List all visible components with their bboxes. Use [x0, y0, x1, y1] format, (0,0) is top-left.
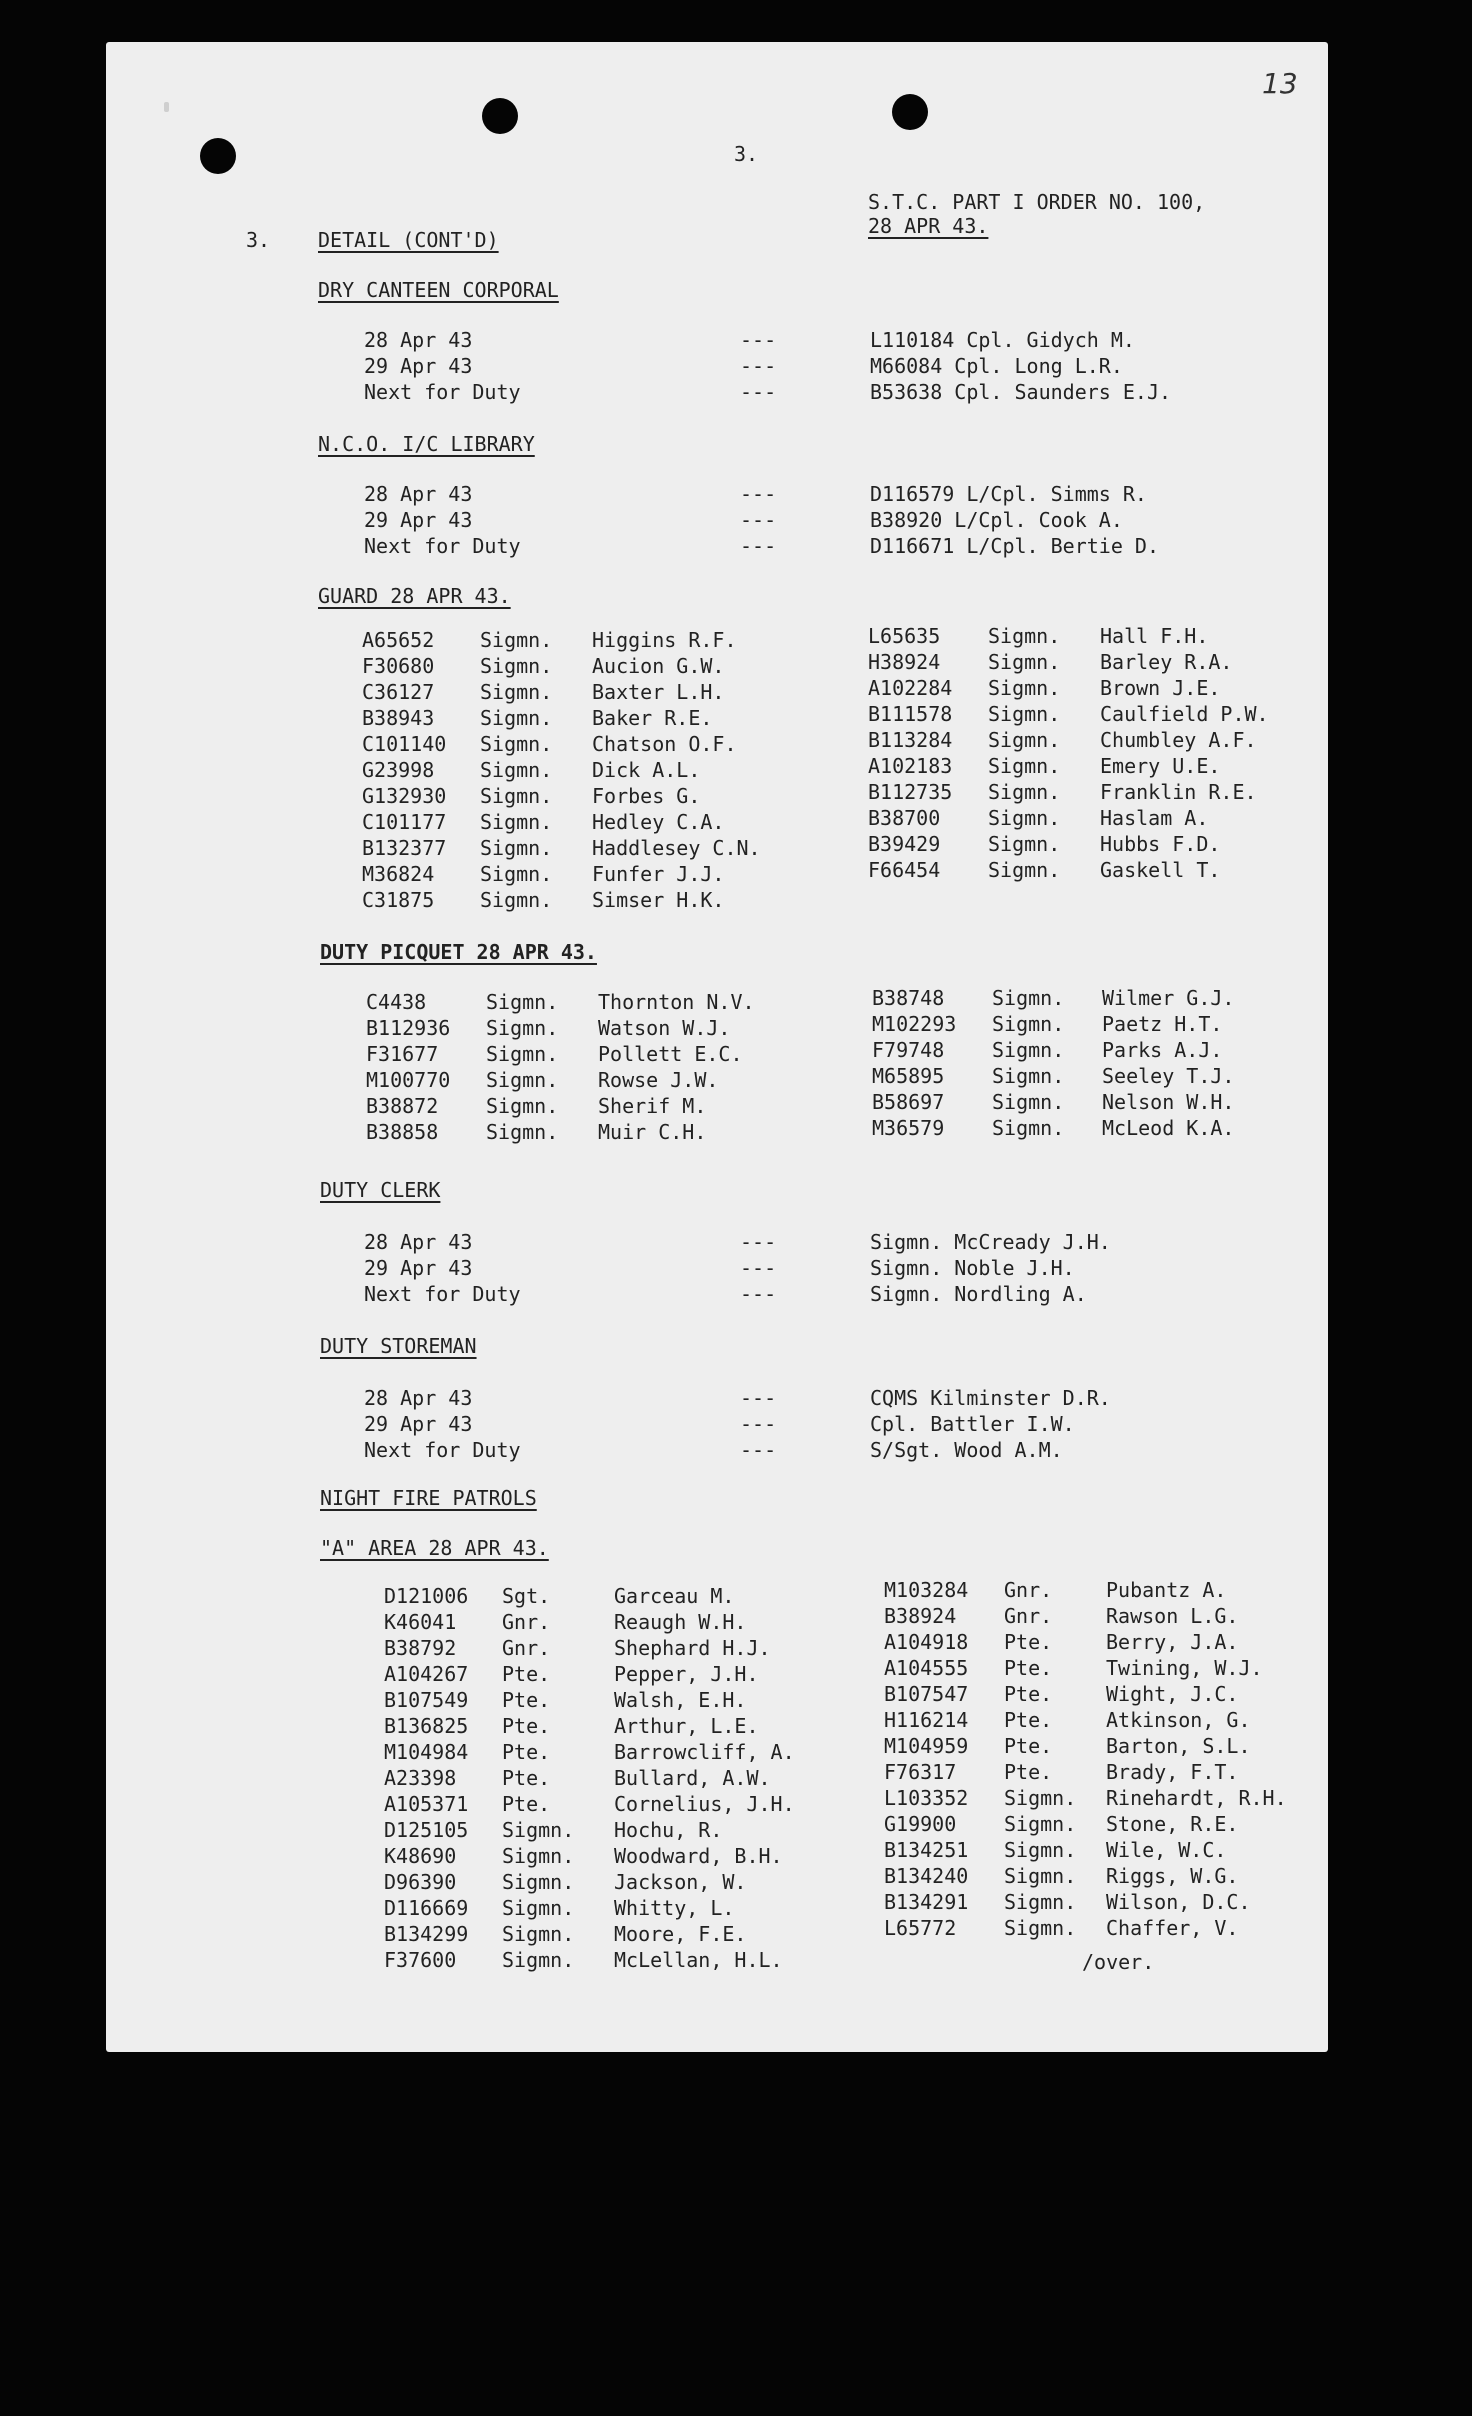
- member-name: Higgins R.F.: [592, 628, 737, 652]
- duty-assignee: Sigmn. McCready J.H.: [870, 1230, 1111, 1254]
- member-name: Haslam A.: [1100, 806, 1209, 830]
- member-name: Garceau M.: [614, 1584, 735, 1608]
- page-number: 3.: [734, 142, 759, 166]
- duty-date: 29 Apr 43: [364, 354, 473, 378]
- storeman-title: DUTY STOREMAN: [320, 1334, 477, 1358]
- member-name: Jackson, W.: [614, 1870, 747, 1894]
- service-number: A105371: [384, 1792, 469, 1816]
- service-number: B132377: [362, 836, 447, 860]
- clerk-title: DUTY CLERK: [320, 1178, 441, 1202]
- service-number: B38858: [366, 1120, 439, 1144]
- rank: Sigmn.: [502, 1948, 575, 1972]
- member-name: Gaskell T.: [1100, 858, 1221, 882]
- rank: Sigmn.: [1004, 1838, 1077, 1862]
- speck-mark: [164, 102, 169, 112]
- duty-dash: ---: [740, 482, 777, 506]
- member-name: McLeod K.A.: [1102, 1116, 1235, 1140]
- order-title: S.T.C. PART I ORDER NO. 100,: [868, 190, 1206, 214]
- service-number: G23998: [362, 758, 435, 782]
- duty-dash: ---: [740, 354, 777, 378]
- section-title: DETAIL (CONT'D): [318, 228, 499, 252]
- member-name: Thornton N.V.: [598, 990, 755, 1014]
- duty-assignee: B38920 L/Cpl. Cook A.: [870, 508, 1123, 532]
- rank: Sgt.: [502, 1584, 551, 1608]
- member-name: Caulfield P.W.: [1100, 702, 1269, 726]
- rank: Sigmn.: [1004, 1890, 1077, 1914]
- member-name: Hochu, R.: [614, 1818, 723, 1842]
- duty-date: 28 Apr 43: [364, 1386, 473, 1410]
- member-name: Wight, J.C.: [1106, 1682, 1239, 1706]
- service-number: H116214: [884, 1708, 969, 1732]
- library-title: N.C.O. I/C LIBRARY: [318, 432, 535, 456]
- service-number: M36824: [362, 862, 435, 886]
- rank: Sigmn.: [480, 888, 553, 912]
- punch-hole-icon: [482, 98, 518, 134]
- duty-assignee: M66084 Cpl. Long L.R.: [870, 354, 1123, 378]
- service-number: B134251: [884, 1838, 969, 1862]
- service-number: M104959: [884, 1734, 969, 1758]
- service-number: D96390: [384, 1870, 457, 1894]
- rank: Sigmn.: [988, 676, 1061, 700]
- member-name: Paetz H.T.: [1102, 1012, 1223, 1036]
- member-name: Pepper, J.H.: [614, 1662, 759, 1686]
- service-number: B112936: [366, 1016, 451, 1040]
- service-number: B134291: [884, 1890, 969, 1914]
- rank: Sigmn.: [988, 624, 1061, 648]
- rank: Sigmn.: [502, 1844, 575, 1868]
- duty-date: 28 Apr 43: [364, 1230, 473, 1254]
- member-name: Dick A.L.: [592, 758, 701, 782]
- service-number: B38872: [366, 1094, 439, 1118]
- service-number: A65652: [362, 628, 435, 652]
- rank: Sigmn.: [992, 1012, 1065, 1036]
- service-number: B134240: [884, 1864, 969, 1888]
- rank: Sigmn.: [988, 806, 1061, 830]
- member-name: Baker R.E.: [592, 706, 713, 730]
- service-number: K48690: [384, 1844, 457, 1868]
- duty-date: 29 Apr 43: [364, 1256, 473, 1280]
- duty-date: 28 Apr 43: [364, 482, 473, 506]
- service-number: F31677: [366, 1042, 439, 1066]
- member-name: Bullard, A.W.: [614, 1766, 771, 1790]
- member-name: Wile, W.C.: [1106, 1838, 1227, 1862]
- rank: Sigmn.: [486, 1094, 559, 1118]
- rank: Pte.: [502, 1766, 551, 1790]
- punch-hole-icon: [200, 138, 236, 174]
- rank: Sigmn.: [988, 650, 1061, 674]
- service-number: F30680: [362, 654, 435, 678]
- service-number: A104267: [384, 1662, 469, 1686]
- service-number: M36579: [872, 1116, 945, 1140]
- rank: Sigmn.: [988, 832, 1061, 856]
- duty-assignee: D116579 L/Cpl. Simms R.: [870, 482, 1147, 506]
- service-number: M102293: [872, 1012, 957, 1036]
- member-name: Rawson L.G.: [1106, 1604, 1239, 1628]
- rank: Pte.: [502, 1740, 551, 1764]
- rank: Sigmn.: [502, 1818, 575, 1842]
- rank: Pte.: [1004, 1630, 1053, 1654]
- duty-date: 29 Apr 43: [364, 1412, 473, 1436]
- duty-date: Next for Duty: [364, 1438, 521, 1462]
- member-name: Shephard H.J.: [614, 1636, 771, 1660]
- rank: Sigmn.: [992, 986, 1065, 1010]
- service-number: B38748: [872, 986, 945, 1010]
- order-date: 28 APR 43.: [868, 214, 989, 238]
- member-name: Hall F.H.: [1100, 624, 1209, 648]
- rank: Sigmn.: [480, 628, 553, 652]
- rank: Sigmn.: [992, 1064, 1065, 1088]
- rank: Sigmn.: [480, 836, 553, 860]
- service-number: B38792: [384, 1636, 457, 1660]
- duty-dash: ---: [740, 1438, 777, 1462]
- member-name: Funfer J.J.: [592, 862, 725, 886]
- member-name: Walsh, E.H.: [614, 1688, 747, 1712]
- member-name: Stone, R.E.: [1106, 1812, 1239, 1836]
- member-name: Watson W.J.: [598, 1016, 731, 1040]
- service-number: C101140: [362, 732, 447, 756]
- rank: Sigmn.: [480, 732, 553, 756]
- rank: Gnr.: [1004, 1604, 1053, 1628]
- member-name: Woodward, B.H.: [614, 1844, 783, 1868]
- rank: Sigmn.: [486, 990, 559, 1014]
- service-number: B134299: [384, 1922, 469, 1946]
- service-number: M104984: [384, 1740, 469, 1764]
- rank: Sigmn.: [1004, 1786, 1077, 1810]
- member-name: Chatson O.F.: [592, 732, 737, 756]
- rank: Pte.: [1004, 1656, 1053, 1680]
- member-name: Emery U.E.: [1100, 754, 1221, 778]
- member-name: Wilson, D.C.: [1106, 1890, 1251, 1914]
- member-name: Whitty, L.: [614, 1896, 735, 1920]
- member-name: Franklin R.E.: [1100, 780, 1257, 804]
- duty-date: 28 Apr 43: [364, 328, 473, 352]
- area-a-title: "A" AREA 28 APR 43.: [320, 1536, 549, 1560]
- service-number: D121006: [384, 1584, 469, 1608]
- service-number: C31875: [362, 888, 435, 912]
- service-number: L65772: [884, 1916, 957, 1940]
- rank: Sigmn.: [486, 1016, 559, 1040]
- duty-assignee: CQMS Kilminster D.R.: [870, 1386, 1111, 1410]
- document-page: [106, 42, 1328, 2052]
- duty-assignee: Sigmn. Nordling A.: [870, 1282, 1087, 1306]
- service-number: C4438: [366, 990, 427, 1014]
- continued-note: /over.: [1082, 1950, 1155, 1974]
- service-number: C36127: [362, 680, 435, 704]
- member-name: Rowse J.W.: [598, 1068, 719, 1092]
- service-number: B112735: [868, 780, 953, 804]
- rank: Pte.: [502, 1714, 551, 1738]
- member-name: Arthur, L.E.: [614, 1714, 759, 1738]
- section-number: 3.: [246, 228, 271, 252]
- member-name: Twining, W.J.: [1106, 1656, 1263, 1680]
- rank: Sigmn.: [992, 1038, 1065, 1062]
- duty-assignee: B53638 Cpl. Saunders E.J.: [870, 380, 1172, 404]
- rank: Gnr.: [502, 1636, 551, 1660]
- rank: Sigmn.: [480, 680, 553, 704]
- duty-dash: ---: [740, 1412, 777, 1436]
- rank: Pte.: [1004, 1708, 1053, 1732]
- member-name: Barrowcliff, A.: [614, 1740, 795, 1764]
- rank: Sigmn.: [992, 1116, 1065, 1140]
- member-name: Baxter L.H.: [592, 680, 725, 704]
- duty-dash: ---: [740, 1282, 777, 1306]
- service-number: F66454: [868, 858, 941, 882]
- rank: Sigmn.: [502, 1922, 575, 1946]
- service-number: F79748: [872, 1038, 945, 1062]
- member-name: Wilmer G.J.: [1102, 986, 1235, 1010]
- rank: Sigmn.: [480, 706, 553, 730]
- member-name: Riggs, W.G.: [1106, 1864, 1239, 1888]
- rank: Pte.: [502, 1688, 551, 1712]
- duty-dash: ---: [740, 534, 777, 558]
- punch-hole-icon: [892, 94, 928, 130]
- rank: Pte.: [1004, 1734, 1053, 1758]
- service-number: A23398: [384, 1766, 457, 1790]
- service-number: L65635: [868, 624, 941, 648]
- duty-assignee: Sigmn. Noble J.H.: [870, 1256, 1075, 1280]
- service-number: H38924: [868, 650, 941, 674]
- dry-canteen-title: DRY CANTEEN CORPORAL: [318, 278, 559, 302]
- service-number: B107547: [884, 1682, 969, 1706]
- rank: Pte.: [502, 1662, 551, 1686]
- service-number: A102284: [868, 676, 953, 700]
- member-name: Barley R.A.: [1100, 650, 1233, 674]
- duty-dash: ---: [740, 508, 777, 532]
- duty-date: Next for Duty: [364, 534, 521, 558]
- duty-assignee: S/Sgt. Wood A.M.: [870, 1438, 1063, 1462]
- member-name: Simser H.K.: [592, 888, 725, 912]
- handwritten-page-mark: 13: [1262, 67, 1298, 100]
- rank: Pte.: [1004, 1760, 1053, 1784]
- service-number: B38700: [868, 806, 941, 830]
- member-name: Haddlesey C.N.: [592, 836, 761, 860]
- rank: Sigmn.: [992, 1090, 1065, 1114]
- member-name: Parks A.J.: [1102, 1038, 1223, 1062]
- duty-dash: ---: [740, 1256, 777, 1280]
- rank: Sigmn.: [1004, 1812, 1077, 1836]
- service-number: A104555: [884, 1656, 969, 1680]
- service-number: F76317: [884, 1760, 957, 1784]
- member-name: Sherif M.: [598, 1094, 707, 1118]
- member-name: Forbes G.: [592, 784, 701, 808]
- rank: Gnr.: [502, 1610, 551, 1634]
- rank: Sigmn.: [502, 1870, 575, 1894]
- member-name: Hubbs F.D.: [1100, 832, 1221, 856]
- duty-dash: ---: [740, 1386, 777, 1410]
- rank: Sigmn.: [988, 780, 1061, 804]
- duty-date: Next for Duty: [364, 380, 521, 404]
- member-name: Rinehardt, R.H.: [1106, 1786, 1287, 1810]
- member-name: Pollett E.C.: [598, 1042, 743, 1066]
- guard-title: GUARD 28 APR 43.: [318, 584, 511, 608]
- rank: Pte.: [502, 1792, 551, 1816]
- member-name: Muir C.H.: [598, 1120, 707, 1144]
- member-name: Atkinson, G.: [1106, 1708, 1251, 1732]
- member-name: Barton, S.L.: [1106, 1734, 1251, 1758]
- duty-dash: ---: [740, 328, 777, 352]
- service-number: L103352: [884, 1786, 969, 1810]
- service-number: B107549: [384, 1688, 469, 1712]
- service-number: G19900: [884, 1812, 957, 1836]
- member-name: Hedley C.A.: [592, 810, 725, 834]
- service-number: B38924: [884, 1604, 957, 1628]
- rank: Sigmn.: [480, 784, 553, 808]
- rank: Pte.: [1004, 1682, 1053, 1706]
- service-number: A102183: [868, 754, 953, 778]
- service-number: M100770: [366, 1068, 451, 1092]
- service-number: B39429: [868, 832, 941, 856]
- service-number: B113284: [868, 728, 953, 752]
- member-name: McLellan, H.L.: [614, 1948, 783, 1972]
- rank: Sigmn.: [988, 754, 1061, 778]
- service-number: M65895: [872, 1064, 945, 1088]
- duty-assignee: L110184 Cpl. Gidych M.: [870, 328, 1135, 352]
- member-name: Berry, J.A.: [1106, 1630, 1239, 1654]
- rank: Sigmn.: [988, 702, 1061, 726]
- rank: Sigmn.: [1004, 1864, 1077, 1888]
- member-name: Chaffer, V.: [1106, 1916, 1239, 1940]
- rank: Sigmn.: [988, 858, 1061, 882]
- member-name: Aucion G.W.: [592, 654, 725, 678]
- service-number: B58697: [872, 1090, 945, 1114]
- rank: Sigmn.: [486, 1068, 559, 1092]
- duty-assignee: D116671 L/Cpl. Bertie D.: [870, 534, 1159, 558]
- rank: Sigmn.: [1004, 1916, 1077, 1940]
- duty-date: 29 Apr 43: [364, 508, 473, 532]
- fire-patrols-title: NIGHT FIRE PATROLS: [320, 1486, 537, 1510]
- rank: Sigmn.: [988, 728, 1061, 752]
- member-name: Brown J.E.: [1100, 676, 1221, 700]
- service-number: D116669: [384, 1896, 469, 1920]
- service-number: K46041: [384, 1610, 457, 1634]
- rank: Sigmn.: [502, 1896, 575, 1920]
- duty-date: Next for Duty: [364, 1282, 521, 1306]
- rank: Sigmn.: [480, 862, 553, 886]
- rank: Gnr.: [1004, 1578, 1053, 1602]
- service-number: G132930: [362, 784, 447, 808]
- service-number: M103284: [884, 1578, 969, 1602]
- duty-assignee: Cpl. Battler I.W.: [870, 1412, 1075, 1436]
- member-name: Brady, F.T.: [1106, 1760, 1239, 1784]
- rank: Sigmn.: [486, 1042, 559, 1066]
- service-number: B111578: [868, 702, 953, 726]
- rank: Sigmn.: [480, 654, 553, 678]
- rank: Sigmn.: [486, 1120, 559, 1144]
- service-number: B136825: [384, 1714, 469, 1738]
- service-number: F37600: [384, 1948, 457, 1972]
- member-name: Chumbley A.F.: [1100, 728, 1257, 752]
- duty-dash: ---: [740, 380, 777, 404]
- member-name: Cornelius, J.H.: [614, 1792, 795, 1816]
- service-number: B38943: [362, 706, 435, 730]
- service-number: C101177: [362, 810, 447, 834]
- picquet-title: DUTY PICQUET 28 APR 43.: [320, 940, 597, 964]
- rank: Sigmn.: [480, 758, 553, 782]
- member-name: Moore, F.E.: [614, 1922, 747, 1946]
- service-number: D125105: [384, 1818, 469, 1842]
- member-name: Pubantz A.: [1106, 1578, 1227, 1602]
- member-name: Nelson W.H.: [1102, 1090, 1235, 1114]
- duty-dash: ---: [740, 1230, 777, 1254]
- rank: Sigmn.: [480, 810, 553, 834]
- member-name: Seeley T.J.: [1102, 1064, 1235, 1088]
- service-number: A104918: [884, 1630, 969, 1654]
- member-name: Reaugh W.H.: [614, 1610, 747, 1634]
